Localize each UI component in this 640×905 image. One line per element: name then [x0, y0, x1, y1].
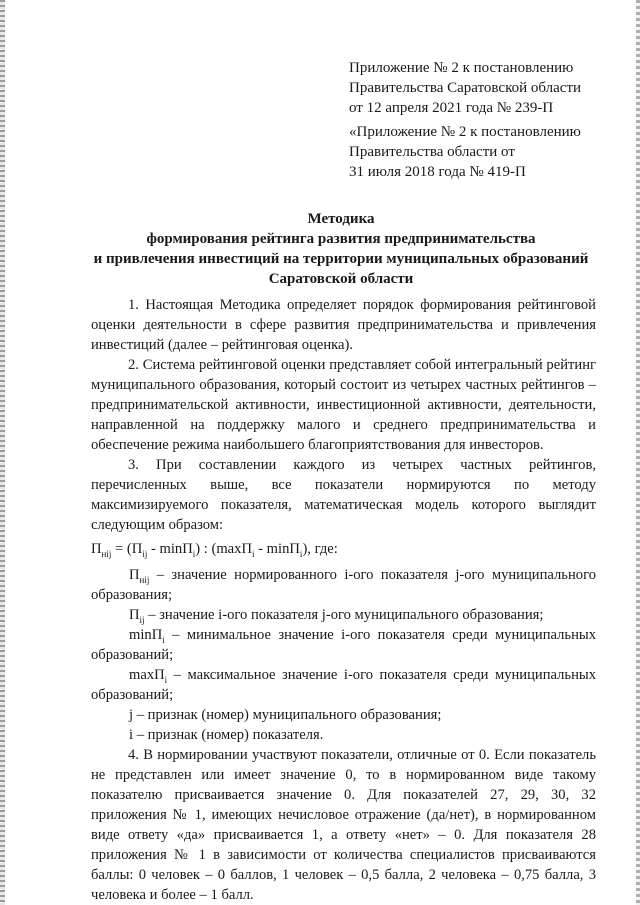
paragraph-2: 2. Система рейтинговой оценки представляет собой интегральный рейтинг муниципального образования, который состоит из четырех частных рейтингов – предпринимательской активности, инвестиционной активности, деятельности, направленной на поддержку малого и среднего предпринимательства и обеспечение режима наибольшего благоприятствования для инвесторов.	[91, 357, 596, 453]
paragraph-4: 4. В нормировании участвуют показатели, отличные от 0. Если показатель не представлен или имеет значение 0, то в нормированном виде такому показателю присваивается значение 0. Для показателей 27, 29, 30, 32 приложения № 1, имеющих нечисловое отражение (да/нет), в нормированном виде ответу «да» присваивается 1, а ответу «нет» – 0. Для показателя 28 приложения № 1 в зависимости от количества специалистов присваиваются баллы: 0 человек – 0 баллов, 1 человек – 0,5 балла, 2 человека – 0,75 балла, 3 человека и более – 1 балл.	[91, 747, 596, 903]
definition-item: $П_{нij}$ – значение нормированного i-ого показателя j-ого муниципального образования;	[91, 567, 596, 603]
title-line: и привлечения инвестиций на территории муниципальных образований	[93, 251, 589, 267]
definition-item: j – признак (номер) муниципального образования;	[129, 707, 442, 723]
annex-line: Приложение № 2 к постановлению	[349, 60, 574, 76]
document-title	[86, 209, 596, 289]
annex-line: Правительства области от	[349, 144, 515, 160]
document-body	[91, 295, 596, 905]
scan-edge-left	[0, 0, 5, 905]
title-line: Методика	[307, 211, 375, 227]
definition-item: $П_{ij}$ – значение i-ого показателя j-ого муниципального образования;	[129, 607, 544, 625]
scan-edge-right	[636, 0, 640, 905]
paragraph-3: 3. При составлении каждого из четырех частных рейтингов, перечисленных выше, все показатели нормируются по методу максимизируемого показателя, математическая модель которого выглядит следующим образом:	[91, 457, 596, 533]
definition-item: i – признак (номер) показателя.	[129, 727, 324, 743]
annex-line: Правительства Саратовской области	[349, 80, 582, 96]
title-line: Саратовской области	[268, 271, 414, 287]
annex-header-previous	[349, 122, 619, 182]
paragraph-1: 1. Настоящая Методика определяет порядок формирования рейтинговой оценки деятельности в сфере развития предпринимательства и привлечения инвестиций (далее – рейтинговая оценка).	[91, 297, 596, 353]
annex-line: 31 июля 2018 года № 419-П	[349, 164, 526, 180]
definition-item: maxП$_i$ – максимальное значение i-ого показателя среди муниципальных образований;	[91, 667, 596, 703]
definition-item: minП$_i$ – минимальное значение i-ого показателя среди муниципальных образований;	[91, 627, 596, 663]
annex-line: «Приложение № 2 к постановлению	[349, 124, 581, 140]
annex-line: от 12 апреля 2021 года № 239-П	[349, 100, 554, 116]
annex-header-current	[349, 58, 619, 118]
normalization-formula: $П_{нij} = (П_{ij} - \min П_i)$ : (maxП$_i$ - minП$_i$), где:	[91, 541, 338, 559]
title-line: формирования рейтинга развития предпринимательства	[146, 231, 536, 247]
